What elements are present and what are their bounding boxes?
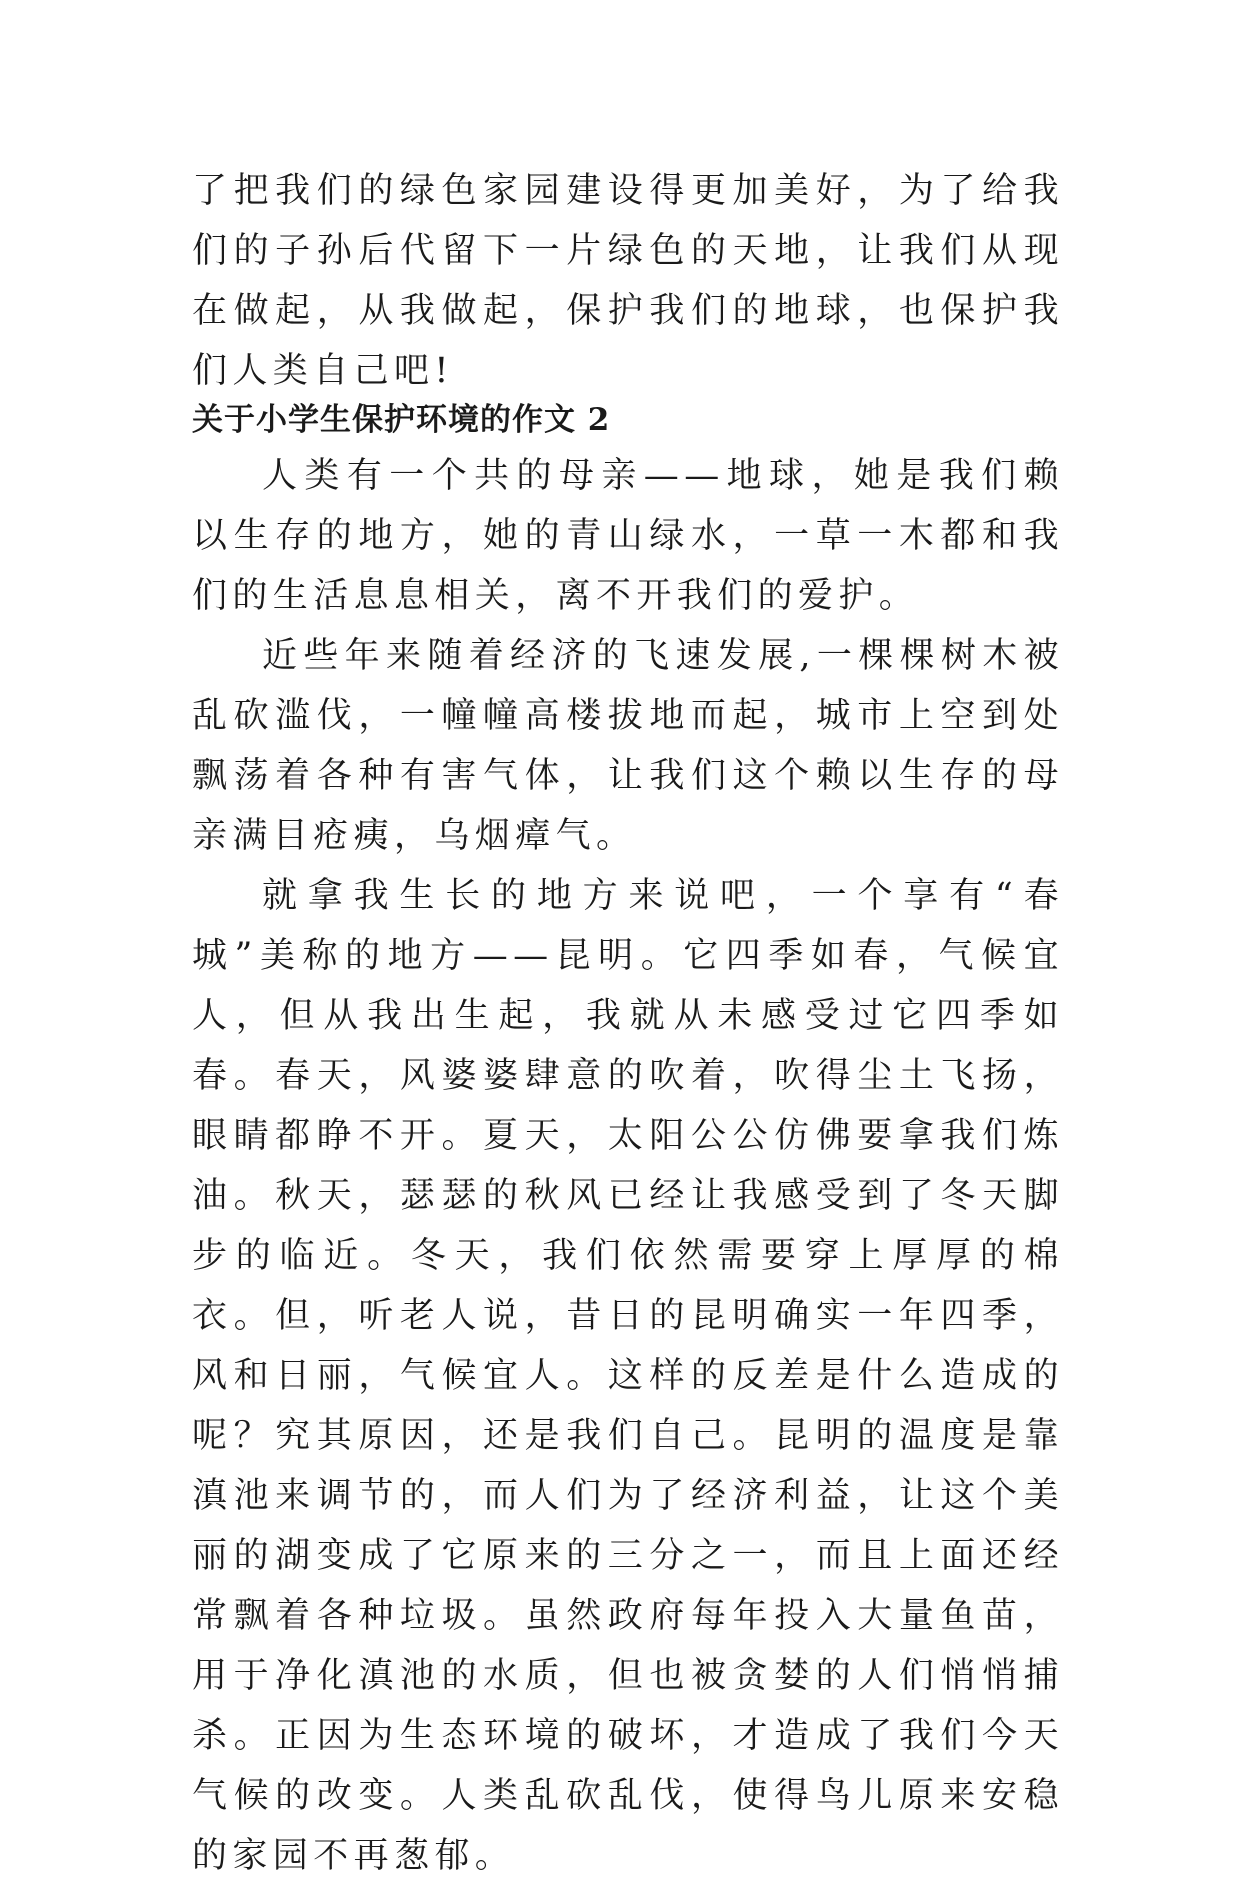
section-title: 关于小学生保护环境的作文 2 — [192, 402, 611, 438]
body-paragraph: 近些年来随着经济的飞速发展,一棵棵树木被乱砍滥伐，一幢幢高楼拔地而起，城市上空到处飘荡着各种有害气体，让我们这个赖以生存的母亲满目疮痍，乌烟瘴气。 — [192, 636, 1064, 856]
essay-body — [192, 446, 1064, 1886]
intro-text-block — [192, 161, 1064, 401]
intro-paragraph: 了把我们的绿色家园建设得更加美好，为了给我们的子孙后代留下一片绿色的天地，让我们从现在做起，从我做起，保护我们的地球，也保护我们人类自己吧! — [192, 171, 1064, 391]
body-paragraph: 人类有一个共的母亲——地球，她是我们赖以生存的地方，她的青山绿水，一草一木都和我们的生活息息相关，离不开我们的爱护。 — [192, 456, 1064, 616]
body-paragraph: 就拿我生长的地方来说吧，一个享有“春城”美称的地方——昆明。它四季如春，气候宜人，但从我出生起，我就从未感受过它四季如春。春天，风婆婆肆意的吹着，吹得尘土飞扬，眼睛都睁不开。夏天，太阳公公仿佛要拿我们炼油。秋天，瑟瑟的秋风已经让我感受到了冬天脚步的临近。冬天，我们依然需要穿上厚厚的棉衣。但，听老人说，昔日的昆明确实一年四季，风和日丽，气候宜人。这样的反差是什么造成的呢？究其原因，还是我们自己。昆明的温度是靠滇池来调节的，而人们为了经济利益，让这个美丽的湖变成了它原来的三分之一，而且上面还经常飘着各种垃圾。虽然政府每年投入大量鱼苗，用于净化滇池的水质，但也被贪婪的人们悄悄捕杀。正因为生态环境的破坏，才造成了我们今天气候的改变。人类乱砍乱伐，使得鸟儿原来安稳的家园不再葱郁。 — [192, 876, 1064, 1876]
